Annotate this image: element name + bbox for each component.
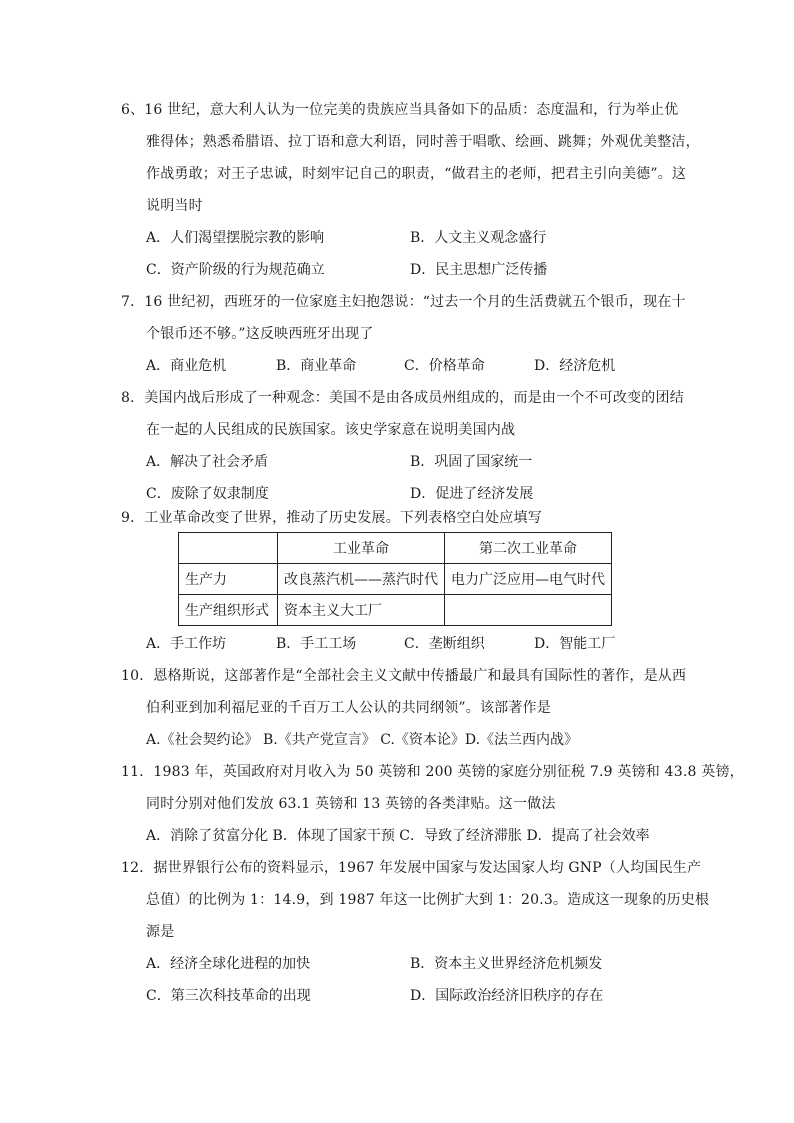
question-text-line: 作战勇敢；对王子忠诚，时刻牢记自己的职责，“做君主的老师，把君主引向美德”。这 (146, 166, 687, 182)
question-text-line: 在一起的人民组成的民族国家。该史学家意在说明美国内战 (146, 422, 516, 438)
table-row (179, 595, 612, 626)
option-c: C．第三次科技革命的出现 (146, 988, 311, 1004)
question-text-line: 11．1983 年，英国政府对月收入为 50 英镑和 200 英镑的家庭分别征税 7.9 英镑和 43.8 英镑， (121, 764, 744, 780)
option-a: A．人们渴望摆脱宗教的影响 (146, 230, 325, 246)
option-c: C．资产阶级的行为规范确立 (146, 262, 325, 278)
question-text-line: 总值）的比例为 1：14.9，到 1987 年这一比例扩大到 1：20.3。造成这一现象的历史根 (146, 892, 710, 908)
question-text-line: 7．16 世纪初，西班牙的一位家庭主妇抱怨说：“过去一个月的生活费就五个银币，现在十 (121, 294, 686, 310)
option-d: D．经济危机 (534, 358, 616, 374)
question-text-line: 10．恩格斯说，这部著作是“全部社会主义文献中传播最广和最具有国际性的著作，是从西 (121, 668, 687, 684)
table-cell: 电力广泛应用—电气时代 (445, 564, 612, 595)
question-text-line: 个银币还不够。”这反映西班牙出现了 (146, 326, 374, 342)
table-header-cell: 工业革命 (278, 533, 445, 564)
option-b: B．巩固了国家统一 (410, 454, 533, 470)
option-a: A．商业危机 (146, 358, 227, 374)
question-text-line: 12．据世界银行公布的资料显示，1967 年发展中国家与发达国家人均 GNP（人均国民生产 (121, 860, 702, 876)
question-text-line: 8．美国内战后形成了一种观念：美国不是由各成员州组成的，而是由一个不可改变的团结 (121, 390, 684, 406)
table-cell-blank (445, 595, 612, 626)
table-cell: 资本主义大工厂 (278, 595, 445, 626)
option-c: C．废除了奴隶制度 (146, 486, 269, 502)
question-text-line: 说明当时 (146, 198, 203, 214)
option-c: C．垄断组织 (404, 636, 485, 652)
table-cell: 生产力 (179, 564, 278, 595)
option-d: D．国际政治经济旧秩序的存在 (410, 988, 604, 1004)
option-a: A．经济全球化进程的加快 (146, 956, 311, 972)
table-header-cell (179, 533, 278, 564)
table-row (179, 564, 612, 595)
table-cell: 改良蒸汽机——蒸汽时代 (278, 564, 445, 595)
table-cell: 生产组织形式 (179, 595, 278, 626)
option-a: A．解决了社会矛盾 (146, 454, 269, 470)
option-b: B．手工工场 (276, 636, 357, 652)
option-d: D．民主思想广泛传播 (410, 262, 548, 278)
question-text-line: 9．工业革命改变了世界，推动了历史发展。下列表格空白处应填写 (121, 510, 542, 526)
option-b: B．人文主义观念盛行 (410, 230, 547, 246)
option-b: B．商业革命 (276, 358, 357, 374)
question-text-line: 6、16 世纪，意大利人认为一位完美的贵族应当具备如下的品质：态度温和，行为举止优 (121, 102, 679, 118)
industrial-revolution-table (178, 532, 612, 626)
question-text-line: 同时分别对他们发放 63.1 英镑和 13 英镑的各类津贴。这一做法 (146, 796, 556, 812)
question-text-line: 源是 (146, 924, 175, 940)
options-line: A.《社会契约论》 B.《共产党宣言》 C.《资本论》D.《法兰西内战》 (146, 732, 579, 748)
table-header-cell: 第二次工业革命 (445, 533, 612, 564)
option-d: D．智能工厂 (534, 636, 616, 652)
question-text-line: 伯利亚到加利福尼亚的千百万工人公认的共同纲领”。该部著作是 (146, 700, 551, 716)
options-line: A．消除了贫富分化 B．体现了国家干预 C．导致了经济滞胀 D．提高了社会效率 (146, 828, 650, 844)
table-header-row (179, 533, 612, 564)
question-text-line: 雅得体；熟悉希腊语、拉丁语和意大利语，同时善于唱歌、绘画、跳舞；外观优美整洁， (146, 134, 700, 150)
option-b: B．资本主义世界经济危机频发 (410, 956, 603, 972)
option-d: D．促进了经济发展 (410, 486, 534, 502)
option-c: C．价格革命 (404, 358, 485, 374)
option-a: A．手工作坊 (146, 636, 227, 652)
